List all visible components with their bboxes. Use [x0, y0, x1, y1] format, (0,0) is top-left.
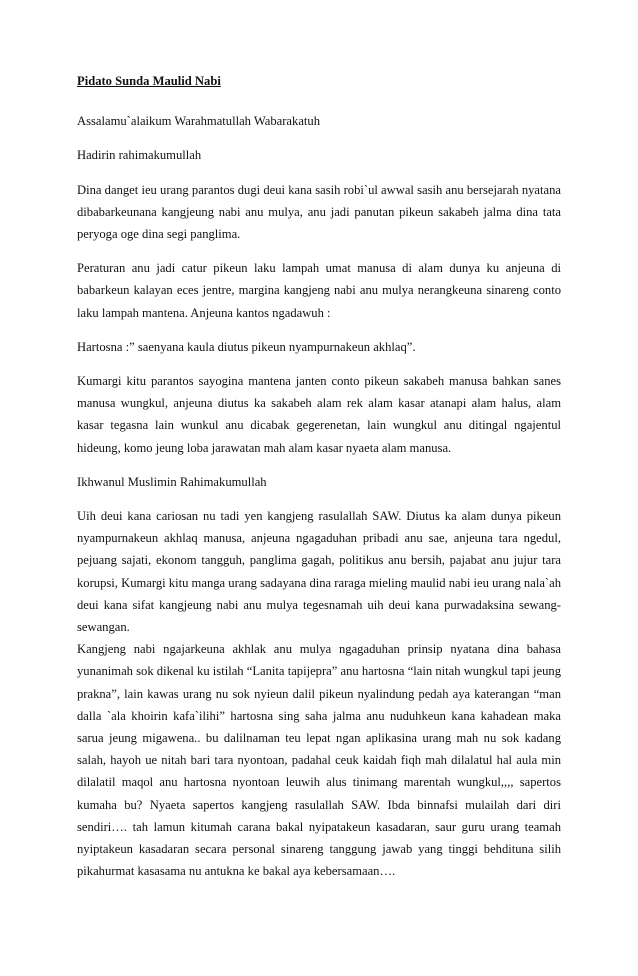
document-title: Pidato Sunda Maulid Nabi [77, 74, 221, 88]
address-paragraph: Hadirin rahimakumullah [77, 148, 202, 163]
address-paragraph: Ikhwanul Muslimin Rahimakumullah [77, 474, 267, 489]
body-paragraph: Dina danget ieu urang parantos dugi deui kana sasih robi`ul awwal sasih anu bersejarah nyatana dibabarkeunana kangjeung nabi anu mulya, anu jadi panutan pikeun sakabeh jalma dina tata peryoga oge dina segi panglima. [77, 182, 561, 242]
document-page [77, 70, 561, 883]
body-paragraph: Uih deui kana cariosan nu tadi yen kangjeng rasulallah SAW. Diutus ka alam dunya pikeun nyampurnakeun akhlaq manusa, anjeuna ngagaduhan pribadi anu sae, anjeuna tara ngedul, pejuang sajati, ekonom tangguh, panglima gagah, politikus anu bersih, pajabat anu jujur tara korupsi, Kumargi kitu manga urang sadayana dina raraga mieling maulid nabi ieu urang nala`ah deui kana sifat kangjeung nabi anu mulya tegesnamah uih deui kana purwadaksina sewang-sewangan. [77, 509, 561, 635]
body-paragraph: Hartosna :” saenyana kaula diutus pikeun nyampurnakeun akhlaq”. [77, 339, 416, 354]
body-paragraph: Peraturan anu jadi catur pikeun laku lampah umat manusa di alam dunya ku anjeuna di babarkeun kalayan eces jentre, margina kangjeng nabi anu mulya nerangkeuna sinareng conto laku lampah mantena. Anjeuna kantos ngadawuh : [77, 261, 561, 320]
body-paragraph: Kangjeng nabi ngajarkeuna akhlak anu mulya ngagaduhan prinsip nyatana dina bahasa yunanimah sok dikenal ku istilah “Lanita tapijepra” anu hartosna “lain nitah wungkul tapi jeung prakna”, lain kawas urang nu sok nyieun dalil pikeun nyalindung pedah aya katerangan “man dalla `ala khoirin kafa`ilihi” hartosna sing saha jalma anu nuduhkeun kana kahadean maka sarua jeung migawena.. bu dalilnaman teu lepat ngan aplikasina urang mah nu sok kadang salah, hayoh ue nitah bari tara nyontoan, padahal ceuk kaidah fiqh mah dilalatul hal aula min dilalatil maqol anu hartosna nyontoan leuwih alus tinimang marentah wungkul,,,, sapertos kumaha bu? Nyaeta sapertos kangjeng rasulallah SAW. Ibda binnafsi mulailah dari diri sendiri…. tah lamun kitumah carana bakal nyipatakeun kasadaran, saur guru urang teamah nyiptakeun kasadaran secara personal sinareng tanggung jawab yang tinggi behdituna silih pikahurmat kasasama nu antukna ke bakal aya kebersamaan…. [77, 642, 561, 879]
greeting-paragraph: Assalamu`alaikum Warahmatullah Wabarakatuh [77, 114, 321, 129]
body-paragraph: Kumargi kitu parantos sayogina mantena janten conto pikeun sakabeh manusa bahkan sanes manusa wungkul, anjeuna diutus ka sakabeh alam rek alam kasar atanapi alam halus, alam kasar tegasna lain wunkul anu dicabak gegerenetan, lain wungkul anu ditingal ngajentul hideung, komo jeung loba jarawatan mah alam kasar nyaeta alam manusa. [77, 374, 561, 455]
